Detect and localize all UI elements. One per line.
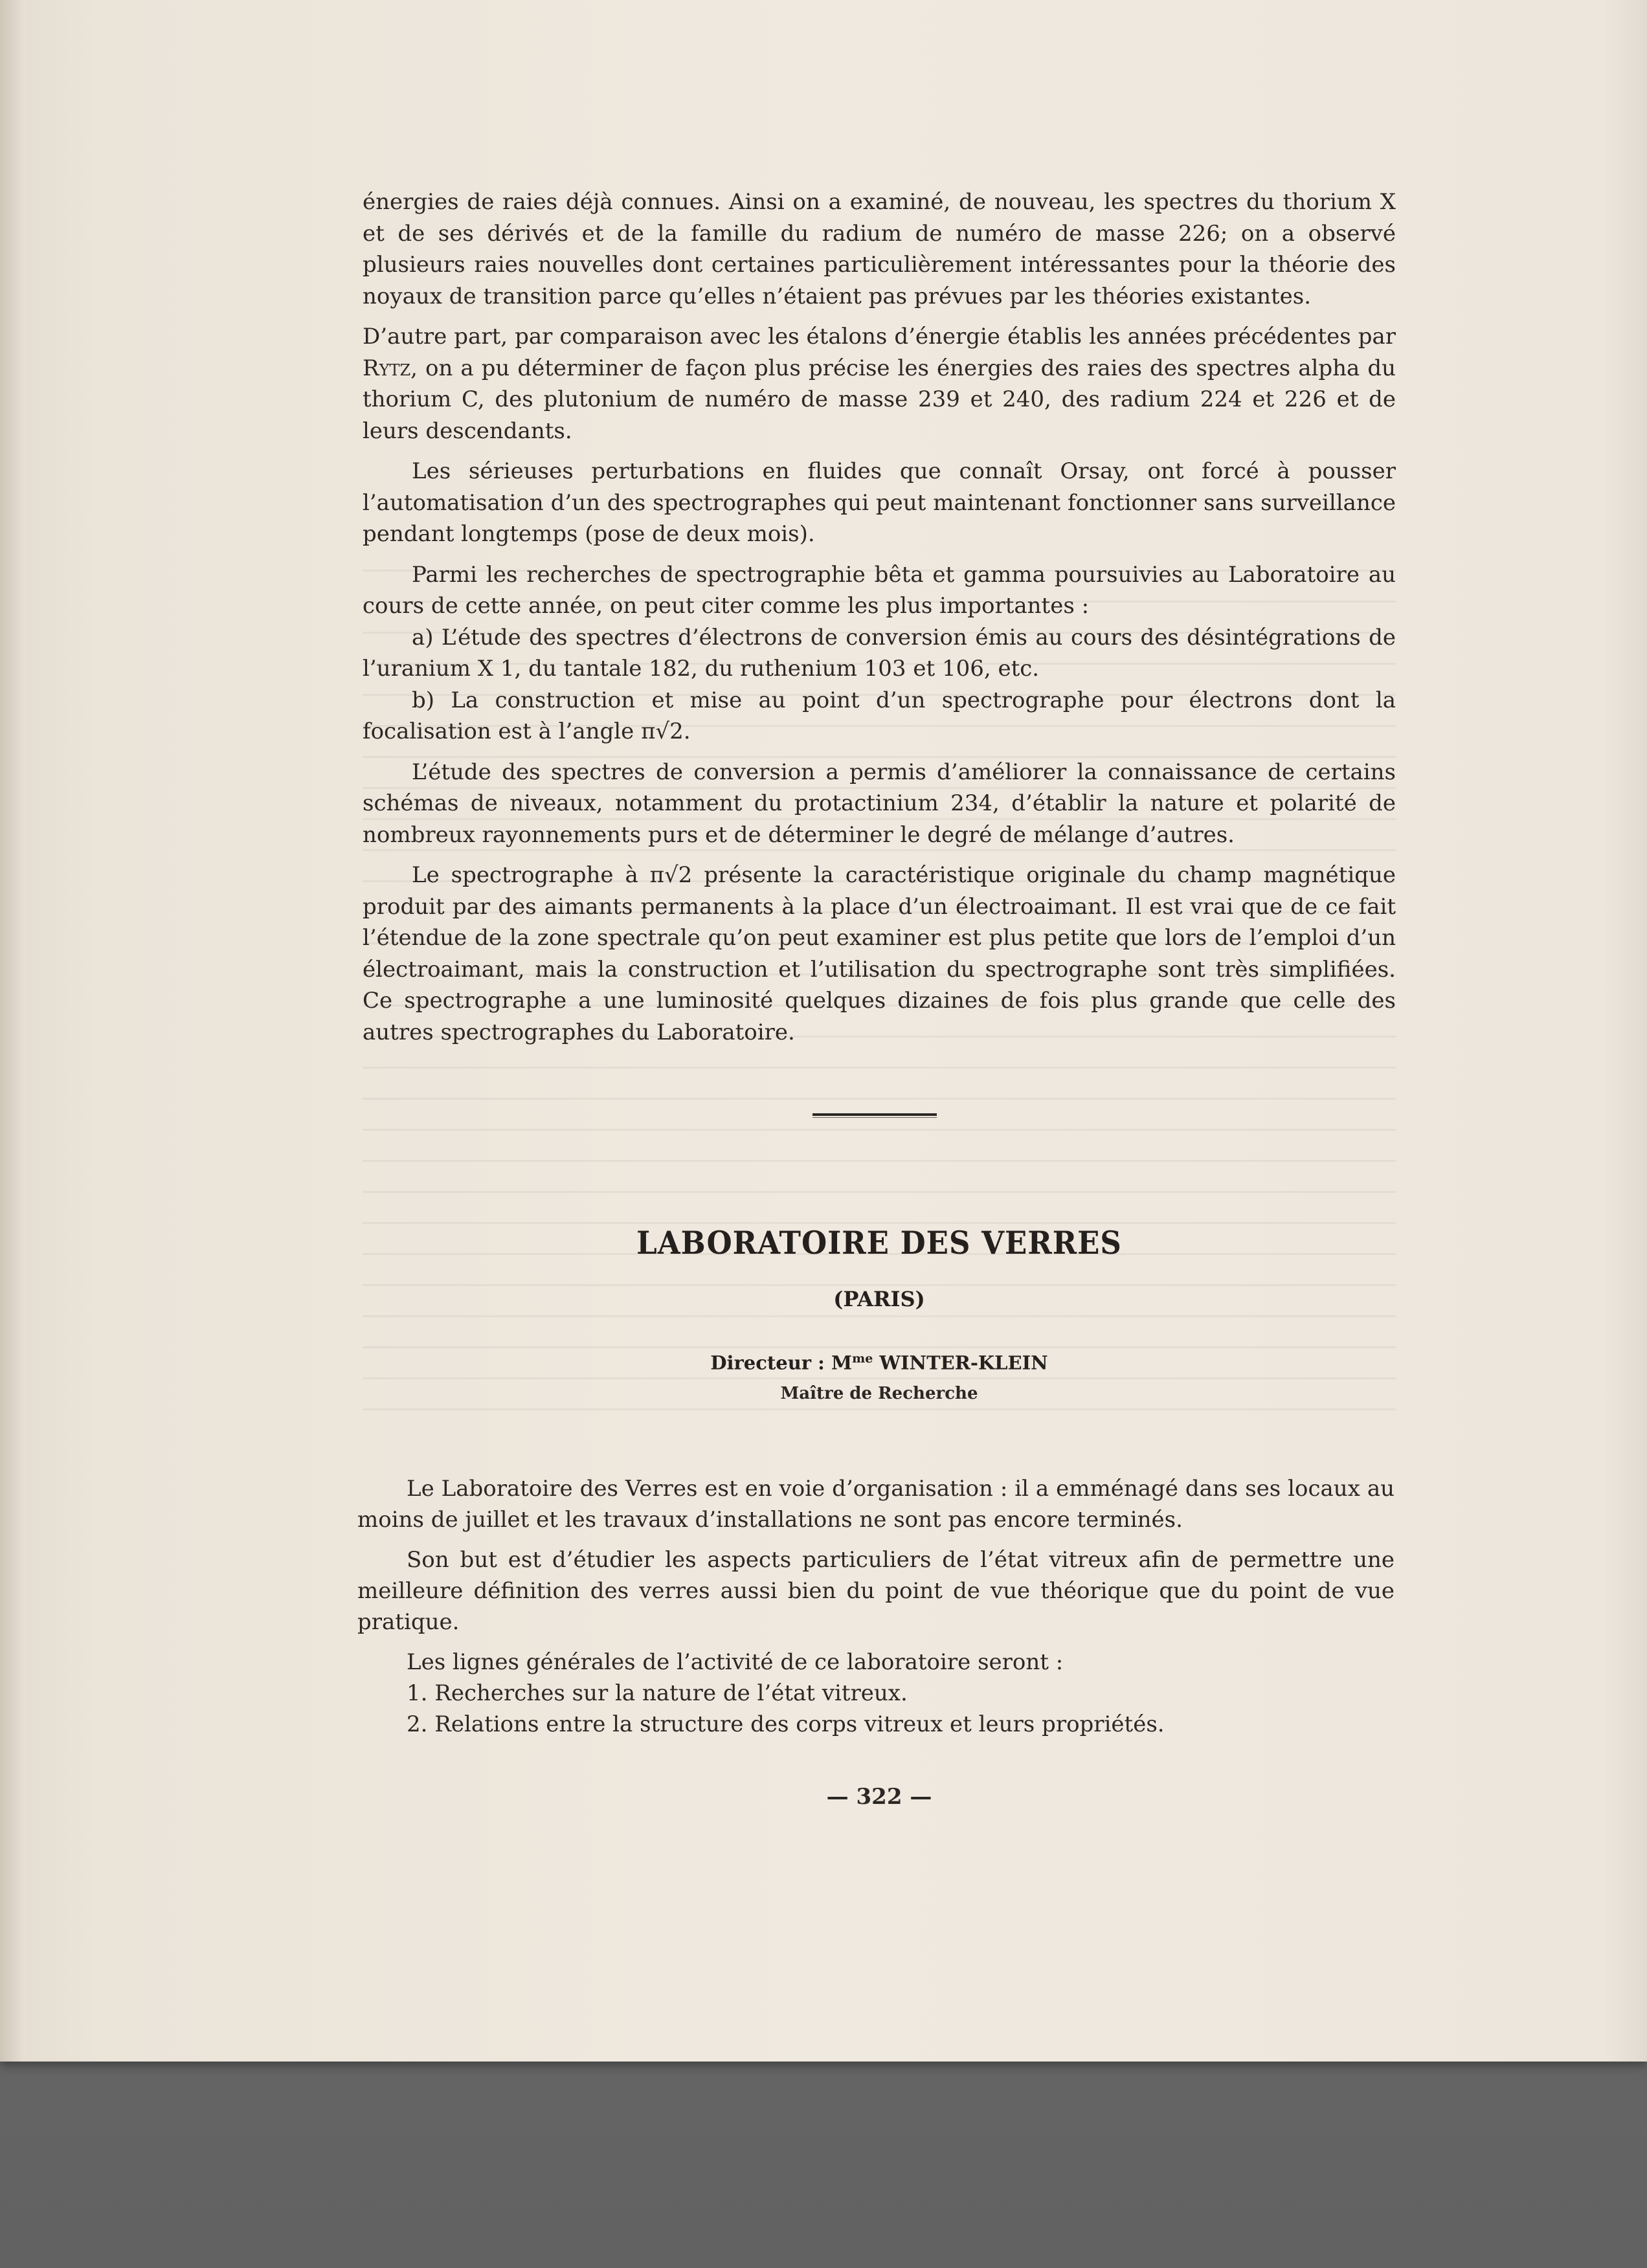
list-item-1: 1. Recherches sur la nature de l’état vitreux.: [407, 1680, 908, 1706]
paragraph-organisation: Le Laboratoire des Verres est en voie d’organisation : il a emménagé dans ses locaux au moins de juillet et les travaux d’installations ne sont pas encore terminés.: [357, 1476, 1395, 1533]
paragraph-orsay: Les sérieuses perturbations en fluides que connaît Orsay, ont forcé à pousser l’automatisation d’un des spectrographes qui peut maintenant fonctionner sans surveillance pendant longtemps (pose de deux mois).: [363, 458, 1396, 547]
director-prefix: M: [831, 1351, 853, 1374]
paragraph-recherches: Parmi les recherches de spectrographie bêta et gamma poursuivies au Laboratoire au cours de cette année, on peut citer comme les plus importantes :: [363, 561, 1396, 619]
list-item-b: b) La construction et mise au point d’un spectrographe pour électrons dont la focalisation est à l’angle π√2.: [363, 687, 1396, 744]
paragraph-conversion: L’étude des spectres de conversion a permis d’améliorer la connaissance de certains schémas de niveaux, notamment du protactinium 234, d’établir la nature et polarité de nombreux rayonnements purs et de déterminer le degré de mélange d’autres.: [363, 759, 1396, 848]
section-city: (PARIS): [833, 1287, 925, 1311]
paragraph-lignes: Les lignes générales de l’activité de ce laboratoire seront :: [407, 1649, 1064, 1675]
section-separator-underline: [812, 1117, 937, 1118]
list-item-a: a) L’étude des spectres d’électrons de conversion émis au cours des désintégrations de l’uranium X 1, du tantale 182, du ruthenium 103 et 106, etc.: [363, 624, 1396, 682]
page-edge-shadow: [1603, 0, 1647, 2062]
paragraph-spectrographe: Le spectrographe à π√2 présente la caractéristique originale du champ magnétique produit par des aimants permanents à la place d’un électroaimant. Il est vrai que de ce fait l’étendue de la zone spectrale qu’on peut examiner est plus petite que lors de l’emploi d’un électroaimant, mais la construction et l’utilisation du spectrographe sont très simplifiées. Ce spectrographe a une luminosité quelques dizaines de fois plus grande que celle des autres spectrographes du Laboratoire.: [363, 862, 1396, 1045]
section-title: LABORATOIRE DES VERRES: [636, 1224, 1122, 1262]
rytz-after: , on a pu déterminer de façon plus précise les énergies des raies des spectres alpha du thorium C, des plutonium de numéro de masse 239 et 240, des radium 224 et 226 et de leurs descendants.: [363, 355, 1396, 444]
page-spine-shadow: [0, 0, 26, 2062]
upper-text-column: [363, 186, 1396, 1057]
director-rank: Maître de Recherche: [780, 1384, 978, 1403]
lower-text-column: [357, 1473, 1395, 1740]
rytz-before: D’autre part, par comparaison avec les étalons d’énergie établis les années précédentes par: [363, 324, 1396, 350]
paragraph-thorium: énergies de raies déjà connues. Ainsi on a examiné, de nouveau, les spectres du thorium X et de ses dérivés et de la famille du radium de numéro de masse 226; on a observé plusieurs raies nouvelles dont certaines particulièrement intéressantes pour la théorie des noyaux de transition parce qu’elles n’étaient pas prévues par les théories existantes.: [363, 189, 1396, 309]
director-line: [363, 1351, 1396, 1374]
paragraph-but: Son but est d’étudier les aspects particuliers de l’état vitreux afin de permettre une meilleure définition des verres aussi bien du point de vue théorique que du point de vue pratique.: [357, 1547, 1395, 1635]
director-name: WINTER-KLEIN: [879, 1351, 1048, 1374]
director-prefix-sup: me: [852, 1351, 873, 1366]
list-item-2: 2. Relations entre la structure des corps vitreux et leurs propriétés.: [407, 1711, 1165, 1737]
page-number: — 322 —: [826, 1784, 932, 1810]
paragraph-rytz: [363, 321, 1396, 447]
rytz-name: Rytz: [363, 355, 411, 381]
director-label: Directeur :: [710, 1351, 825, 1374]
section-separator: [812, 1113, 937, 1116]
